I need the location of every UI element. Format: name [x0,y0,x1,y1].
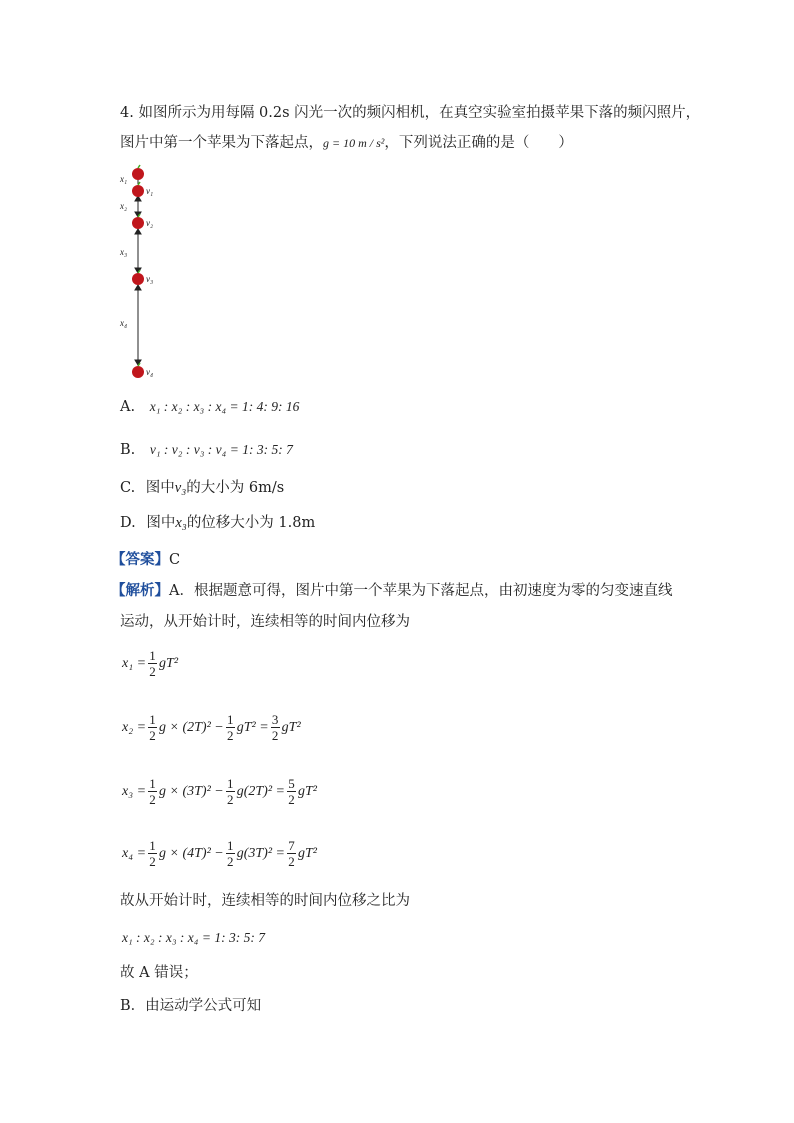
analysis-tag: 【解析】 [111,582,169,599]
question-line-1: 4. 如图所示为用每隔 0.2s 闪光一次的频闪相机，在真空实验室拍摄苹果下落的频闪照片， [120,105,701,121]
option-c-var: v₃ [174,480,187,496]
falling-apple-figure [110,160,190,385]
option-a [120,397,299,417]
eq3-lhs: x₃ = [122,783,147,799]
eq2-lhs: x₂ = [122,719,147,735]
apple-icon [132,366,144,378]
apple-icon [132,217,144,229]
option-d-post: 的位移大小为 1.8m [186,515,316,531]
option-d-pre: 图中 [146,515,176,531]
eq3-mid2: g(2T)² = [236,783,285,799]
eq4-mid2: g(3T)² = [236,845,285,861]
answer-value: C [169,552,181,568]
v2-label: v₂ [146,218,154,228]
option-a-equation: x₁ : x₂ : x₃ : x₄ = 1: 4: 9: 16 [149,399,300,414]
frac-num: 1 [149,648,156,663]
analysis-text-1: A．根据题意可得，图片中第一个苹果为下落起点，由初速度为零的匀变速直线 [169,583,673,599]
question-line-2-prefix: 图片中第一个苹果为下落起点， [120,135,323,151]
option-a-label: A. [120,399,136,415]
option-b [120,440,293,460]
option-c [120,478,284,498]
analysis-b-intro: B．由运动学公式可知 [120,998,262,1014]
answer-line [111,550,180,570]
apple-icon [132,185,144,197]
option-b-label: B. [120,442,136,458]
x2-label: x₂ [120,201,128,211]
analysis-line-2: 运动，从开始计时，连续相等的时间内位移为 [120,614,410,630]
ratio-equation: x₁ : x₂ : x₃ : x₄ = 1: 3: 5: 7 [122,930,265,945]
eq1-term: gT² [159,655,179,671]
x3-label: x₃ [120,247,128,257]
option-d-label: D. [120,515,136,531]
v4-label: v₄ [146,367,154,377]
option-c-label: C. [120,480,136,496]
eq4-result: gT² [298,845,317,861]
frac-den: 2 [149,664,156,679]
option-d [120,513,315,533]
eq2-tail: gT² = [236,719,269,735]
equation-x2: x₂ = $\frac{1}{2}$ g × (2T)² − $\frac{1}{2}$ gT² = $\frac{3}{2}$ gT² [122,712,301,743]
analysis-line-1 [111,581,672,601]
eq3-mid: g × (3T)² − [159,783,224,799]
eq2-result: gT² [281,719,301,735]
equation-x3: x₃ = $\frac{1}{2}$ g × (3T)² − $\frac{1}{2}$ g(2T)² = $\frac{5}{2}$ gT² [122,776,317,807]
apple-icon [132,168,144,180]
x1-label: x₁ [120,174,128,184]
apple-icon [132,273,144,285]
option-c-pre: 图中 [145,480,175,496]
ratio-intro: 故从开始计时，连续相等的时间内位移之比为 [120,893,410,909]
gravity-value: g = 10 m / s² [323,136,385,150]
option-c-post: 的大小为 6m/s [186,480,285,496]
option-d-var: x₃ [175,515,187,531]
equation-x4: x₄ = $\frac{1}{2}$ g × (4T)² − $\frac{1}{2}$ g(3T)² = $\frac{7}{2}$ gT² [122,838,317,869]
option-b-equation: v₁ : v₂ : v₃ : v₄ = 1: 3: 5: 7 [149,442,293,457]
equation-x1 [122,648,178,679]
question-line-2 [120,133,573,153]
v1-label: v₁ [146,186,154,196]
answer-tag: 【答案】 [111,551,169,568]
x4-label: x₄ [120,318,128,328]
v3-label: v₃ [146,274,154,284]
conclusion-a: 故 A 错误； [120,965,198,981]
eq4-mid: g × (4T)² − [159,845,224,861]
eq1-lhs: x₁ = [122,655,147,671]
eq2-mid: g × (2T)² − [159,719,224,735]
question-line-2-suffix: ，下列说法正确的是（ ） [384,135,573,151]
eq3-result: gT² [298,783,317,799]
eq4-lhs: x₄ = [122,845,147,861]
